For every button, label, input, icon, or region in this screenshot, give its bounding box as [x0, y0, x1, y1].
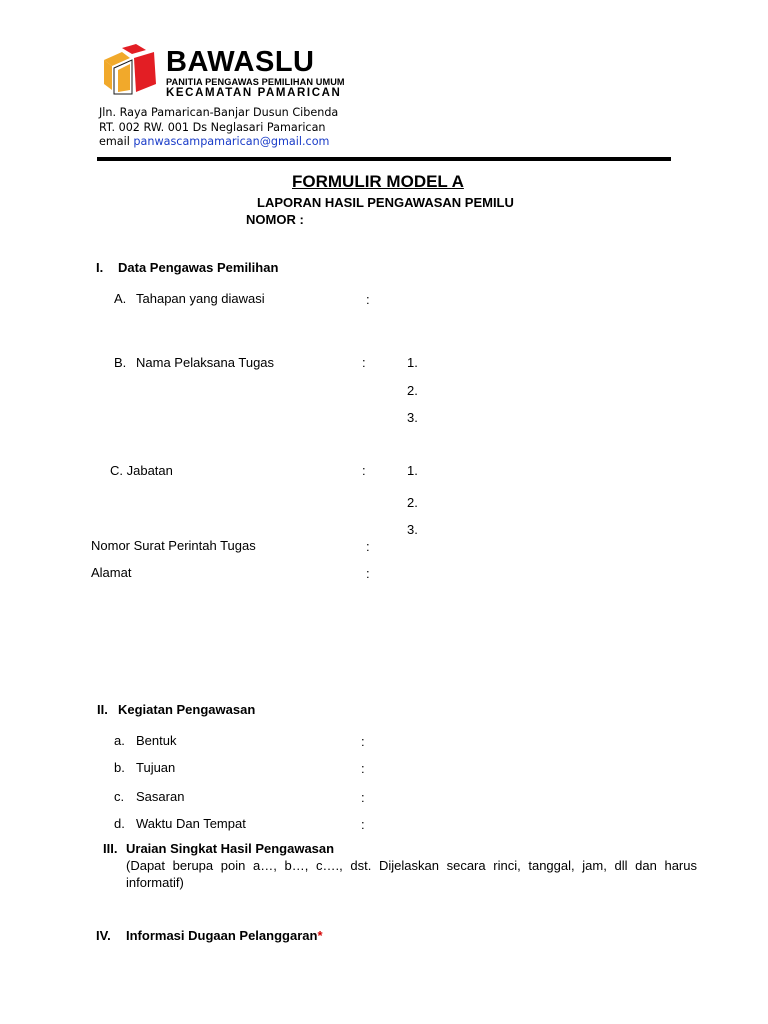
- item-a-colon: :: [366, 292, 370, 307]
- item-b-colon: :: [362, 355, 366, 370]
- alamat-label: Alamat: [91, 565, 132, 580]
- section-2-heading: Kegiatan Pengawasan: [118, 702, 256, 717]
- sasaran-colon: :: [361, 790, 365, 805]
- address-line-1: Jln. Raya Pamarican-Banjar Dusun Cibenda: [99, 106, 339, 119]
- item-c-number-1: 1.: [407, 463, 418, 478]
- required-asterisk: *: [317, 928, 323, 943]
- item-b-number-1: 1.: [407, 355, 418, 370]
- item-c-number-3: 3.: [407, 522, 418, 537]
- bentuk-colon: :: [361, 734, 365, 749]
- brand-subtitle-1: PANITIA PENGAWAS PEMILIHAN UMUM: [166, 77, 345, 87]
- item-a-letter: a.: [114, 733, 125, 748]
- brand-subtitle-2: KECAMATAN PAMARICAN: [166, 87, 342, 99]
- form-title: FORMULIR MODEL A: [292, 172, 464, 191]
- item-a-text: Tahapan yang diawasi: [136, 291, 265, 306]
- item-c-colon: :: [362, 463, 366, 478]
- item-c-text: C. Jabatan: [110, 463, 173, 478]
- item-c-number-2: 2.: [407, 495, 418, 510]
- section-3-heading: Uraian Singkat Hasil Pengawasan: [126, 841, 335, 856]
- bawaslu-logo-icon: [100, 44, 160, 96]
- section-2-number: II.: [97, 702, 108, 717]
- nomor-surat-label: Nomor Surat Perintah Tugas: [91, 538, 256, 553]
- item-b-number-3: 3.: [407, 410, 418, 425]
- item-d-letter: d.: [114, 816, 125, 831]
- section-4-number: IV.: [96, 928, 111, 943]
- section-4-heading: Informasi Dugaan Pelanggaran: [126, 928, 318, 943]
- section-4-title: [126, 928, 323, 943]
- alamat-colon: :: [366, 566, 370, 581]
- item-tujuan: Tujuan: [136, 760, 176, 775]
- item-sasaran: Sasaran: [136, 789, 185, 804]
- section-1-number: I.: [96, 260, 104, 275]
- section-3-number: III.: [103, 841, 118, 856]
- email-label: email: [99, 135, 130, 148]
- section-3-note: (Dapat berupa poin a…, b…, c…., dst. Dijelaskan secara rinci, tanggal, jam, dll dan harus informatif): [126, 858, 697, 890]
- section-1-heading: Data Pengawas Pemilihan: [118, 260, 279, 275]
- item-b-number-2: 2.: [407, 383, 418, 398]
- item-a-label: A.: [114, 291, 127, 306]
- header-divider: [97, 157, 671, 161]
- item-bentuk: Bentuk: [136, 733, 177, 748]
- form-subtitle: LAPORAN HASIL PENGAWASAN PEMILU: [257, 195, 514, 210]
- item-waktu-tempat: Waktu Dan Tempat: [136, 816, 246, 831]
- nomor-surat-colon: :: [366, 539, 370, 554]
- waktu-tempat-colon: :: [361, 817, 365, 832]
- tujuan-colon: :: [361, 761, 365, 776]
- nomor-label: NOMOR :: [246, 212, 304, 227]
- email-line: [99, 135, 329, 148]
- brand-name: BAWASLU: [166, 46, 315, 78]
- address-line-2: RT. 002 RW. 001 Ds Neglasari Pamarican: [99, 121, 326, 134]
- item-b-letter: b.: [114, 760, 125, 775]
- item-b-label: B.: [114, 355, 127, 370]
- email-link[interactable]: panwascampamarican@gmail.com: [133, 135, 330, 148]
- item-b-text: Nama Pelaksana Tugas: [136, 355, 275, 370]
- item-c-letter: c.: [114, 789, 125, 804]
